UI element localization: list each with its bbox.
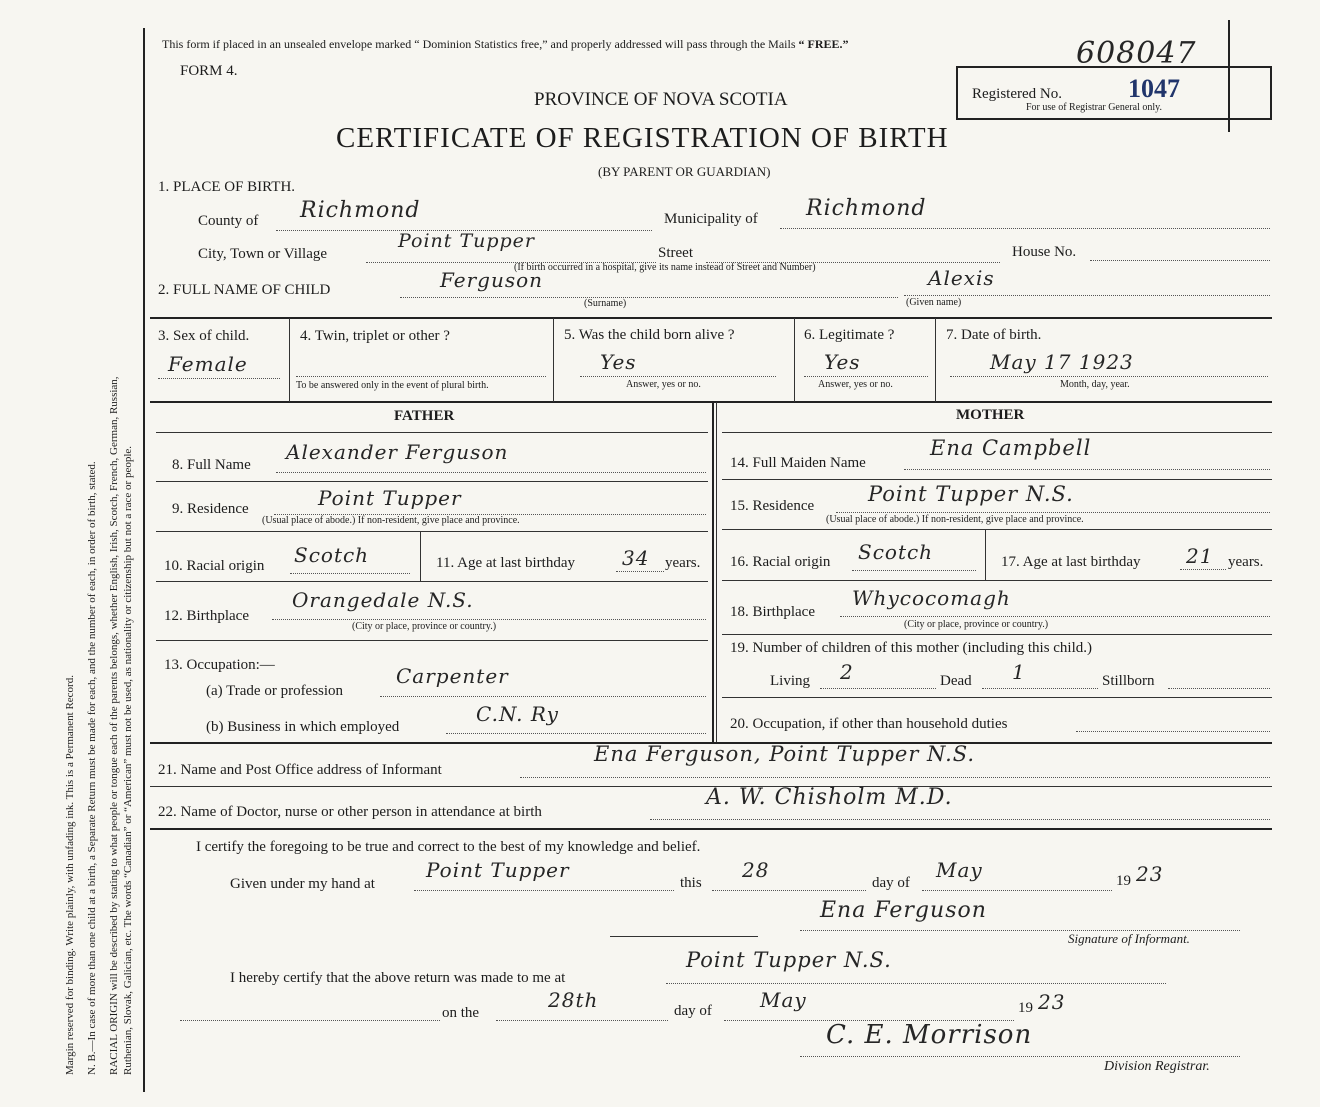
business-label: (b) Business in which employed: [206, 719, 400, 735]
father-age-years: years.: [665, 555, 701, 571]
registered-label: Registered No.: [972, 86, 1062, 102]
mother-residence-label: 15. Residence: [730, 498, 815, 514]
doctor-value: A. W. Chisholm M.D.: [706, 785, 953, 810]
twin-note: To be answered only in the event of plural birth.: [296, 380, 489, 391]
certify-text: I certify the foregoing to be true and correct to the best of my knowledge and belief.: [196, 839, 701, 855]
registrar-month-value: May: [760, 988, 807, 1012]
mother-name-label: 14. Full Maiden Name: [730, 455, 866, 471]
municipality-label: Municipality of: [664, 211, 758, 227]
margin-note-1: Margin reserved for binding. Write plainly, with unfading ink. This is a Permanent Record.: [64, 675, 76, 1075]
stillborn-label: Stillborn: [1102, 673, 1155, 689]
alive-value: Yes: [600, 350, 637, 374]
province-heading: PROVINCE OF NOVA SCOTIA: [534, 89, 788, 110]
certify-year-value: 23: [1136, 862, 1164, 886]
alive-label: 5. Was the child born alive ?: [564, 327, 735, 343]
father-age-value: 34: [622, 546, 650, 570]
ink-stroke: [1228, 20, 1230, 132]
father-name-value: Alexander Ferguson: [286, 440, 509, 464]
father-birthplace-label: 12. Birthplace: [164, 608, 249, 624]
child-name-label: 2. FULL NAME OF CHILD: [158, 282, 331, 298]
informant-signature: Ena Ferguson: [820, 898, 987, 923]
division-registrar-label: Division Registrar.: [1104, 1059, 1210, 1074]
handwritten-number: 608047: [1076, 36, 1197, 71]
place-of-birth-label: 1. PLACE OF BIRTH.: [158, 179, 296, 195]
twin-label: 4. Twin, triplet or other ?: [300, 328, 450, 344]
municipality-value: Richmond: [806, 196, 927, 221]
county-value: Richmond: [300, 198, 421, 223]
city-label: City, Town or Village: [198, 246, 328, 262]
child-given-value: Alexis: [928, 266, 995, 290]
mother-age-years: years.: [1228, 554, 1264, 570]
registered-value: 1047: [1128, 74, 1180, 103]
father-race-label: 10. Racial origin: [164, 558, 265, 574]
mother-birthplace-value: Whycocomagh: [852, 586, 1011, 610]
father-residence-value: Point Tupper: [318, 486, 462, 510]
mother-age-label: 17. Age at last birthday: [1001, 554, 1141, 570]
document-title: CERTIFICATE OF REGISTRATION OF BIRTH: [336, 122, 949, 154]
father-heading: FATHER: [394, 408, 455, 424]
legit-label: 6. Legitimate ?: [804, 327, 895, 343]
on-the-label: on the: [442, 1005, 480, 1021]
dead-label: Dead: [940, 673, 972, 689]
mother-age-value: 21: [1186, 544, 1214, 568]
child-surname-value: Ferguson: [440, 268, 544, 292]
day-of-label: day of: [872, 875, 910, 891]
registrar-year-prefix: 19: [1018, 1000, 1033, 1016]
certify-day-value: 28: [742, 858, 770, 882]
father-residence-label: 9. Residence: [172, 501, 249, 517]
occupation-label: 13. Occupation:—: [164, 657, 275, 673]
registrar-day-value: 28th: [548, 988, 599, 1012]
mother-heading: MOTHER: [956, 407, 1025, 423]
date-note: Month, day, year.: [1060, 379, 1130, 390]
business-value: C.N. Ry: [476, 702, 559, 726]
informant-label: 21. Name and Post Office address of Informant: [158, 762, 442, 778]
year-prefix: 19: [1116, 873, 1131, 889]
margin-note-4: Ruthenian, Slovak, Galician, etc. The words “Canadian” or “American” must not be used, as nationality or citizenship but not a race or people.: [122, 445, 134, 1075]
father-age-label: 11. Age at last birthday: [436, 555, 575, 571]
dead-value: 1: [1012, 660, 1026, 684]
given-caption: (Given name): [906, 297, 962, 308]
hospital-note: (If birth occurred in a hospital, give its name instead of Street and Number): [514, 262, 816, 273]
mother-birthplace-label: 18. Birthplace: [730, 604, 815, 620]
trade-label: (a) Trade or profession: [206, 683, 344, 699]
county-label: County of: [198, 213, 259, 229]
date-label: 7. Date of birth.: [946, 327, 1042, 343]
alive-note: Answer, yes or no.: [626, 379, 701, 390]
mail-note: This form if placed in an unsealed envelope marked “ Dominion Statistics free,” and properly addressed will pass through the Mails “ FREE.”: [162, 37, 849, 51]
father-birthplace-note: (City or place, province or country.): [352, 621, 497, 632]
father-residence-note: (Usual place of abode.) If non-resident, give place and province.: [262, 515, 520, 526]
house-label: House No.: [1012, 244, 1077, 260]
signature-label: Signature of Informant.: [1068, 931, 1190, 946]
doctor-label: 22. Name of Doctor, nurse or other person in attendance at birth: [158, 804, 542, 820]
binding-margin-line: [143, 28, 145, 1092]
mother-occupation-label: 20. Occupation, if other than household duties: [730, 716, 1008, 732]
informant-value: Ena Ferguson, Point Tupper N.S.: [594, 742, 976, 766]
mother-race-label: 16. Racial origin: [730, 554, 831, 570]
mother-residence-value: Point Tupper N.S.: [868, 482, 1074, 506]
registrar-only-note: For use of Registrar General only.: [1026, 102, 1162, 113]
living-label: Living: [770, 673, 810, 689]
children-label: 19. Number of children of this mother (including this child.): [730, 640, 1093, 656]
mother-name-value: Ena Campbell: [930, 436, 1092, 460]
date-value: May 17 1923: [990, 350, 1134, 374]
document-subtitle: (BY PARENT OR GUARDIAN): [598, 164, 771, 179]
given-place-value: Point Tupper: [426, 858, 570, 882]
mother-birthplace-note: (City or place, province or country.): [904, 619, 1049, 630]
registrar-day-of-label: day of: [674, 1003, 712, 1019]
registrar-year-value: 23: [1038, 990, 1066, 1014]
father-name-label: 8. Full Name: [172, 457, 251, 473]
given-under-hand-label: Given under my hand at: [230, 876, 375, 892]
sex-label: 3. Sex of child.: [158, 328, 250, 344]
surname-caption: (Surname): [584, 298, 627, 309]
trade-value: Carpenter: [396, 664, 509, 688]
father-race-value: Scotch: [294, 543, 370, 567]
legit-value: Yes: [824, 350, 861, 374]
registrar-place-value: Point Tupper N.S.: [686, 948, 892, 972]
margin-note-2: N. B.—In case of more than one child at a birth, a Separate Return must be made for each, and the number of each, in order of birth, stated.: [86, 461, 98, 1075]
certify-month-value: May: [936, 858, 983, 882]
living-value: 2: [840, 660, 854, 684]
father-birthplace-value: Orangedale N.S.: [292, 588, 474, 612]
sex-value: Female: [168, 352, 248, 376]
registered-number-box: [956, 66, 1272, 120]
this-label: this: [680, 875, 702, 891]
mother-race-value: Scotch: [858, 540, 934, 564]
street-label: Street: [658, 245, 693, 261]
registrar-signature: C. E. Morrison: [826, 1020, 1033, 1050]
form-number: FORM 4.: [180, 63, 238, 79]
margin-note-3: RACIAL ORIGIN will be described by stating to what people or tongue each of the parents belongs, whether English, Irish, Scotch, French, German, Russian,: [108, 376, 120, 1075]
legit-note: Answer, yes or no.: [818, 379, 893, 390]
mother-residence-note: (Usual place of abode.) If non-resident, give place and province.: [826, 514, 1084, 525]
city-value: Point Tupper: [398, 230, 536, 252]
registrar-certify-text: I hereby certify that the above return was made to me at: [230, 970, 566, 986]
